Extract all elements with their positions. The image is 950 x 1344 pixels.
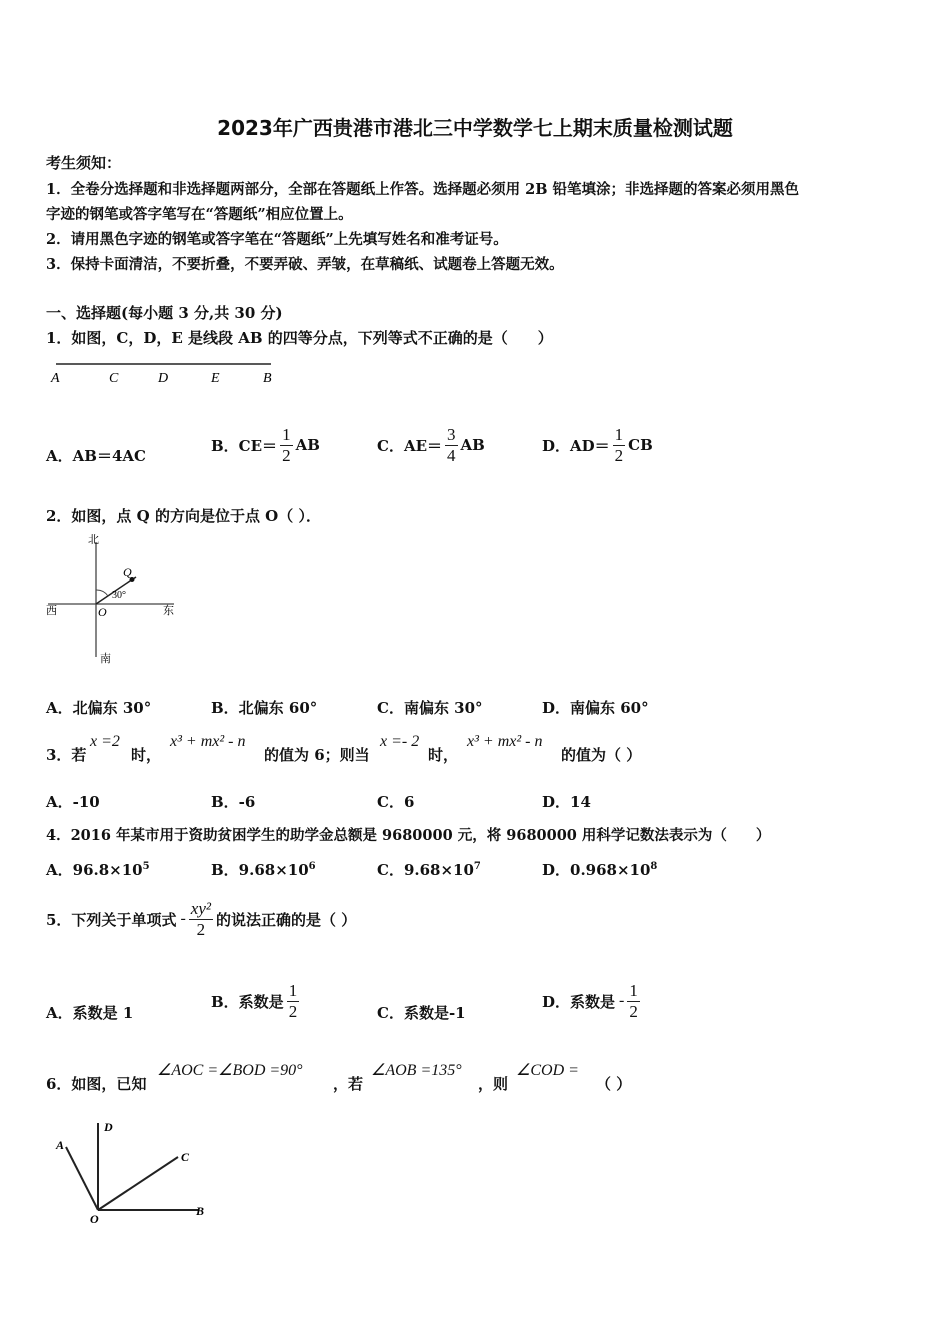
q1-point-a: A — [51, 371, 60, 386]
q2-west-label: 西 — [46, 605, 57, 617]
q1-option-d: D．AD＝ $\frac{1}{2}$ CB — [542, 424, 653, 465]
q3-option-c: C．6 — [377, 793, 415, 811]
q6-label-o: O — [90, 1212, 99, 1226]
q3-text-1: 3．若 — [46, 746, 87, 764]
q1-segment-figure — [46, 356, 286, 390]
q4-option-b: B．$9.68\times 10^6$ — [211, 861, 316, 879]
q1-point-c: C — [109, 371, 119, 386]
q5-option-b: B．系数是 $\frac{1}{2}$ — [211, 980, 298, 1021]
q3-math-4: x³ + mx² - n — [467, 733, 543, 750]
q3-text-5: 的值为（ ） — [561, 746, 642, 764]
q6-label-a: A — [56, 1138, 65, 1152]
q6-math-1: ∠AOC =∠BOD =90° — [157, 1062, 303, 1079]
q5-option-a: A．系数是 1 — [46, 1004, 134, 1022]
notice-line-2: 2．请用黑色字迹的钢笔或答字笔在“答题纸”上先填写姓名和准考证号。 — [46, 231, 508, 248]
q1-stem: 1．如图，C，D，E 是线段 AB 的四等分点，下列等式不正确的是（ ） — [46, 329, 553, 347]
q3-text-4: 时， — [428, 746, 459, 764]
q2-angle-label: 30° — [112, 590, 126, 601]
q1-point-d: D — [158, 371, 169, 386]
q4-option-c: C．$9.68\times 10^7$ — [377, 861, 481, 879]
q6-math-2: ∠AOB =135° — [371, 1062, 462, 1079]
notice-line-1a: 1．全卷分选择题和非选择题两部分，全部在答题纸上作答。选择题必须用 2B 铅笔填涂；非选择题的答案必须用黑色 — [46, 181, 800, 198]
q2-east-label: 东 — [163, 605, 174, 617]
q3-option-b: B．-6 — [211, 793, 256, 811]
q6-angle-figure — [50, 1115, 220, 1230]
q2-point-label: Q — [123, 565, 132, 579]
q1-point-e: E — [211, 371, 220, 386]
q2-option-c: C．南偏东 30° — [377, 699, 483, 717]
q3-text-2: 时， — [131, 746, 162, 764]
q6-text-4: （ ） — [596, 1075, 632, 1093]
q6-label-c: C — [181, 1150, 190, 1164]
q4-option-a: A．$96.8\times 10^5$ — [46, 861, 150, 879]
q6-label-d: D — [104, 1120, 113, 1134]
q1-d-fraction: $\frac{1}{2}$ — [614, 424, 624, 465]
q2-compass-figure — [44, 532, 184, 670]
notice-line-1b: 字迹的钢笔或答字笔写在“答题纸”相应位置上。 — [46, 206, 353, 223]
q4-stem: 4．2016 年某市用于资助贫困学生的助学金总额是 9680000 元，将 9680000 用科学记数法表示为（ ） — [46, 827, 771, 844]
q1-point-b: B — [263, 371, 272, 386]
q5-option-c: C．系数是-1 — [377, 1004, 466, 1022]
q4-option-d: D．$0.968\times 10^8$ — [542, 861, 658, 879]
q2-option-a: A．北偏东 30° — [46, 699, 152, 717]
q6-text-3: ，则 — [478, 1075, 509, 1093]
q3-math-1: x =2 — [90, 733, 120, 750]
q1-option-c: C．AE＝ $\frac{3}{4}$ AB — [377, 424, 485, 465]
q3-option-a: A．-10 — [46, 793, 100, 811]
q6-text-2: ，若 — [333, 1075, 364, 1093]
q5-option-d: D．系数是 - $\frac{1}{2}$ — [542, 980, 638, 1021]
q5-d-fraction: $\frac{1}{2}$ — [629, 980, 638, 1021]
page-title: 2023年广西贵港市港北三中学数学七上期末质量检测试题 — [217, 116, 733, 140]
q5-b-fraction: $\frac{1}{2}$ — [288, 980, 298, 1021]
q2-north-label: 北 — [88, 534, 99, 546]
q5-stem: 5．下列关于单项式 - $\frac{\text{xy²}}{2}$ 的说法正确的是（ ） — [46, 898, 357, 939]
q1-c-fraction: $\frac{3}{4}$ — [447, 424, 456, 465]
q3-math-2: x³ + mx² - n — [170, 733, 246, 750]
q1-option-a: A．AB＝4AC — [46, 447, 146, 465]
q6-math-3: ∠COD = — [516, 1062, 579, 1079]
q6-text-1: 6．如图，已知 — [46, 1075, 147, 1093]
q5-monomial-fraction: $\frac{\text{xy²}}{2}$ — [190, 898, 211, 939]
q2-option-d: D．南偏东 60° — [542, 699, 649, 717]
notice-line-3: 3．保持卡面清洁，不要折叠，不要弄破、弄皱，在草稿纸、试题卷上答题无效。 — [46, 256, 564, 273]
q2-option-b: B．北偏东 60° — [211, 699, 318, 717]
q1-b-fraction: $\frac{1}{2}$ — [282, 424, 291, 465]
q3-math-3: x =- 2 — [380, 733, 420, 750]
q2-stem: 2．如图，点 Q 的方向是位于点 O（ ）． — [46, 507, 321, 525]
q2-origin-label: O — [98, 605, 107, 619]
notice-heading: 考生须知： — [46, 154, 122, 172]
q6-label-b: B — [196, 1204, 205, 1218]
q3-text-3: 的值为 6；则当 — [264, 746, 370, 764]
section-heading: 一、选择题(每小题 3 分,共 30 分) — [46, 304, 283, 322]
q2-south-label: 南 — [100, 653, 111, 665]
q3-option-d: D．14 — [542, 793, 591, 811]
q1-option-b: B．CE＝ $\frac{1}{2}$ AB — [211, 424, 320, 465]
